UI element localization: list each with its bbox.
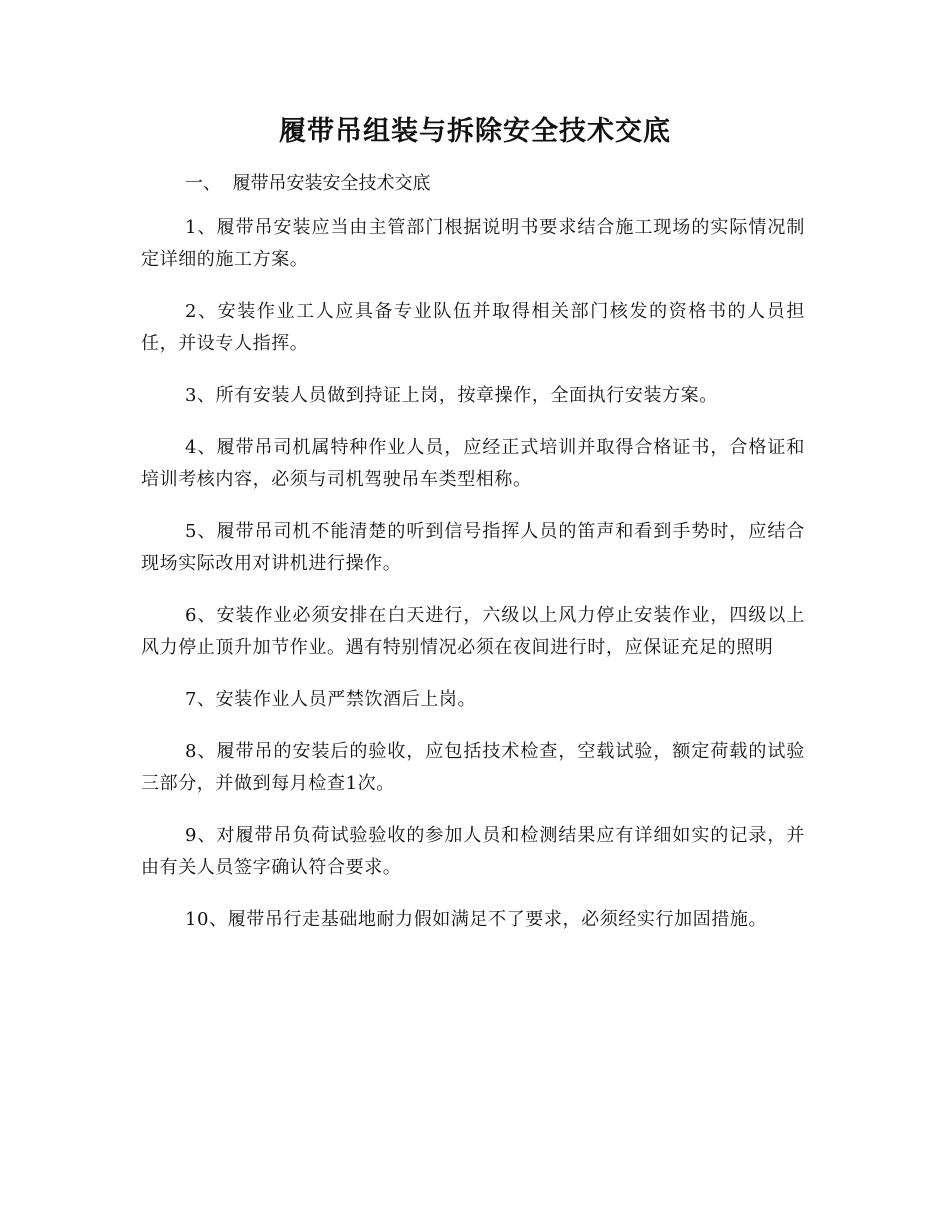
paragraph-7: 7、安装作业人员严禁饮酒后上岗。 — [185, 689, 477, 710]
paragraph-8: 8、履带吊的安装后的验收，应包括技术检查，空载试验，额定荷载的试验三部分，并做到每月检查1次。 — [141, 741, 805, 794]
paragraph-4: 4、履带吊司机属特种作业人员，应经正式培训并取得合格证书，合格证和培训考核内容，必须与司机驾驶吊车类型相称。 — [141, 437, 805, 490]
paragraph-3: 3、所有安装人员做到持证上岗，按章操作，全面执行安装方案。 — [185, 385, 718, 406]
paragraph-1: 1、履带吊安装应当由主管部门根据说明书要求结合施工现场的实际情况制定详细的施工方案。 — [141, 217, 805, 270]
paragraph-6: 6、安装作业必须安排在白天进行，六级以上风力停止安装作业，四级以上风力停止顶升加节作业。遇有特别情况必须在夜间进行时，应保证充足的照明 — [141, 605, 805, 658]
document-title: 履带吊组装与拆除安全技术交底 — [279, 116, 671, 147]
paragraph-10: 10、履带吊行走基础地耐力假如满足不了要求，必须经实行加固措施。 — [185, 909, 768, 930]
paragraph-9: 9、对履带吊负荷试验验收的参加人员和检测结果应有详细如实的记录，并由有关人员签字确认符合要求。 — [141, 825, 805, 878]
paragraph-5: 5、履带吊司机不能清楚的听到信号指挥人员的笛声和看到手势时，应结合现场实际改用对讲机进行操作。 — [141, 521, 805, 574]
paragraph-2: 2、安装作业工人应具备专业队伍并取得相关部门核发的资格书的人员担任，并设专人指挥。 — [141, 301, 805, 354]
document-body — [141, 168, 805, 936]
section-heading: 一、 履带吊安装安全技术交底 — [185, 173, 431, 194]
